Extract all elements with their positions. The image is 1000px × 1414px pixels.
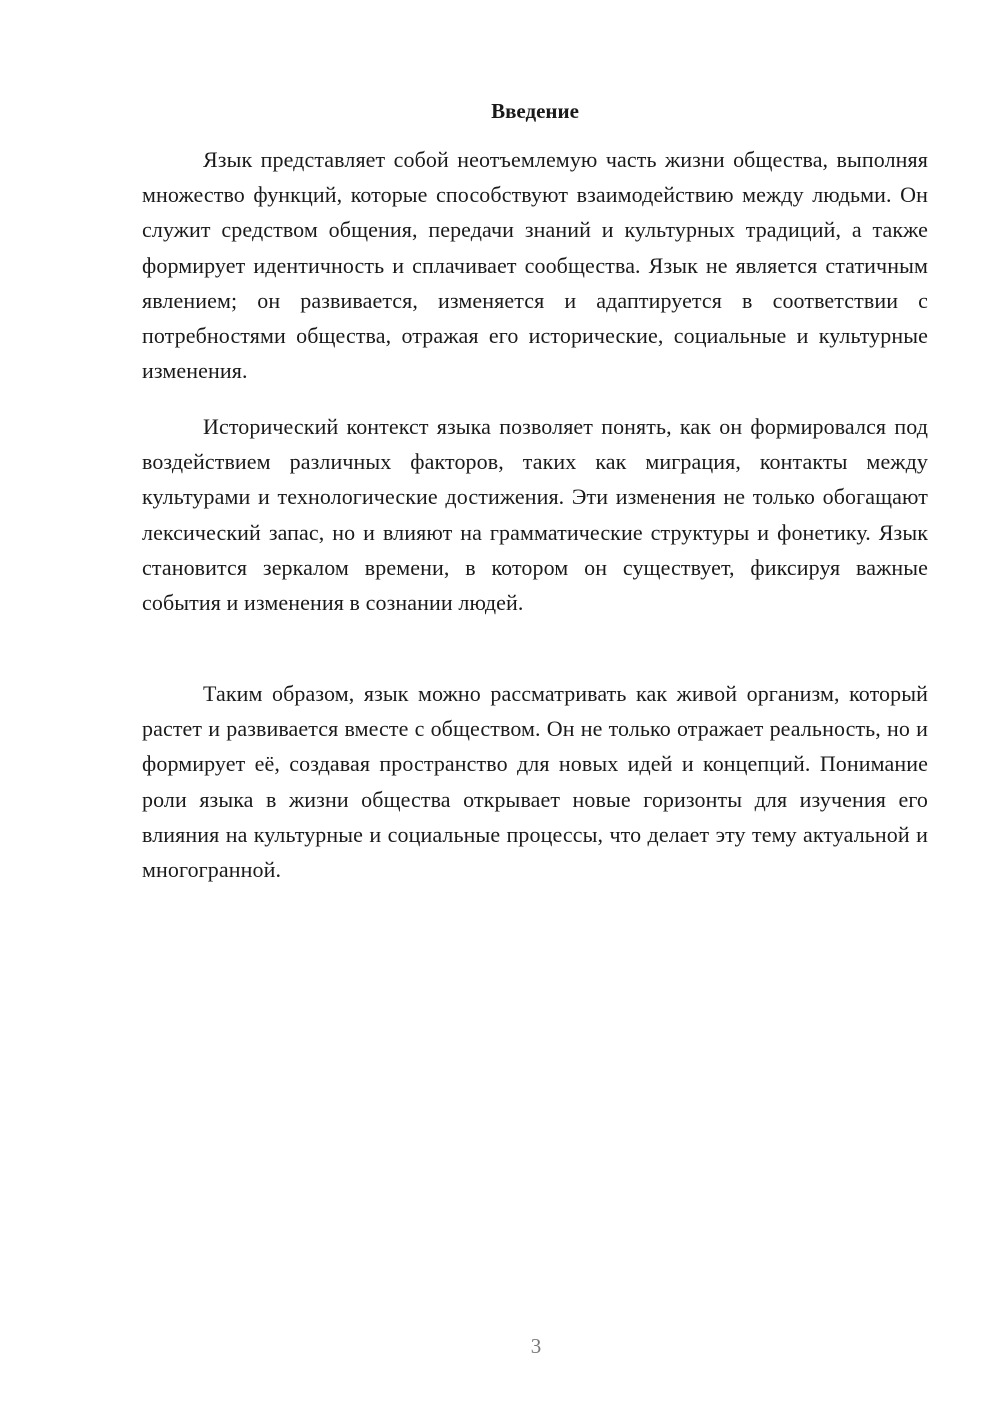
page-number: 3 (530, 1334, 542, 1358)
paragraph-1: Язык представляет собой неотъемлемую часть жизни общества, выполняя множество функций, которые способствуют взаимодействию между людьми. Он служит средством общения, передачи знаний и культурных традиций, а также формирует идентичность и сплачивает сообщества. Язык не является статичным явлением; он развивается, изменяется и адаптируется в соответствии с потребностями общества, отражая его исторические, социальные и культурные изменения. (142, 147, 928, 384)
paragraph-3: Таким образом, язык можно рассматривать как живой организм, который растет и развивается вместе с обществом. Он не только отражает реальность, но и формирует её, создавая пространство для новых идей и концепций. Понимание роли языка в жизни общества открывает новые горизонты для изучения его влияния на культурные и социальные процессы, что делает эту тему актуальной и многогранной. (142, 681, 928, 883)
paragraph-2: Исторический контекст языка позволяет понять, как он формировался под воздействием различных факторов, таких как миграция, контакты между культурами и технологические достижения. Эти изменения не только обогащают лексический запас, но и влияют на грамматические структуры и фонетику. Язык становится зеркалом времени, в котором он существует, фиксируя важные события и изменения в сознании людей. (142, 414, 928, 616)
section-heading: Введение (491, 99, 579, 123)
